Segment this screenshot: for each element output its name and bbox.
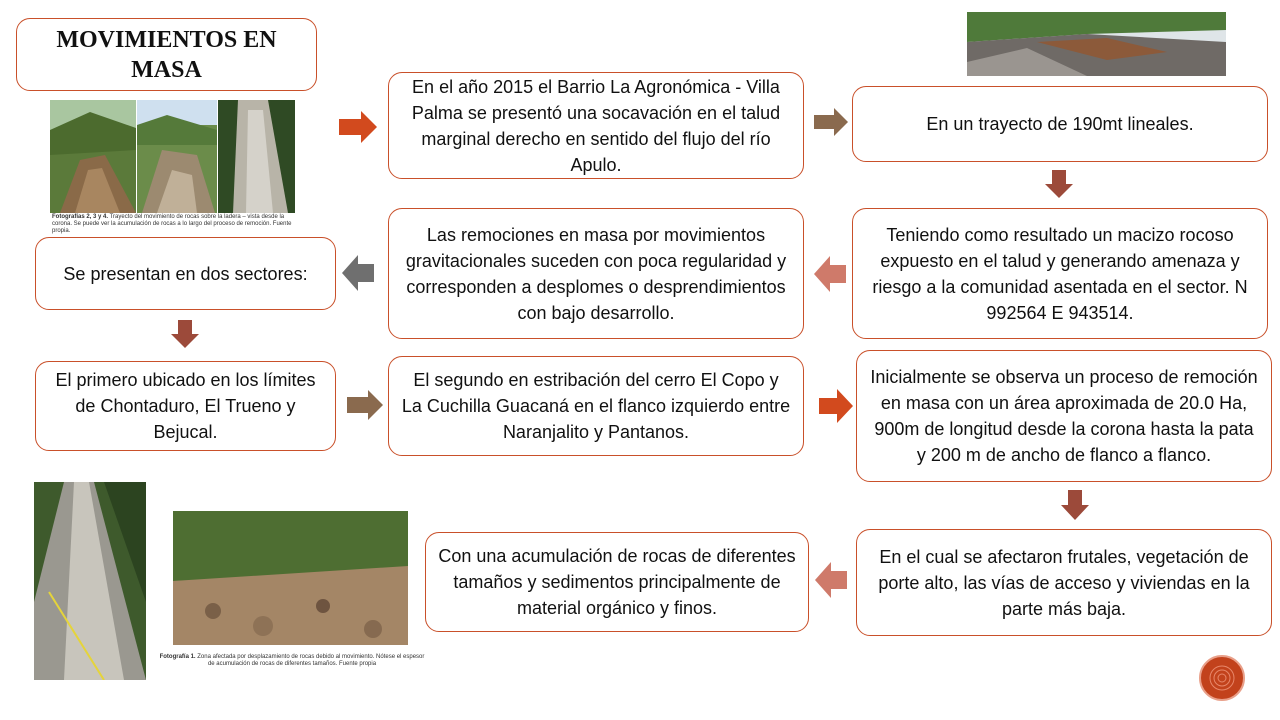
info-box-2015-socavacion xyxy=(388,72,804,179)
arrow-down-icon xyxy=(1045,170,1073,198)
arrow-right-icon xyxy=(819,389,853,423)
info-box-afectaron xyxy=(856,529,1272,636)
arrow-down-icon xyxy=(171,320,199,348)
info-box-acumulacion-text: Con una acumulación de rocas de diferentes tamaños y sedimentos principalmente de material orgánico y finos. xyxy=(438,546,796,618)
arrow-down-icon xyxy=(1061,490,1089,520)
arrow-left-icon xyxy=(342,255,374,291)
photo-rock-accumulation xyxy=(173,511,408,645)
photo-landslide-3 xyxy=(218,100,295,213)
info-box-2015-text: En el año 2015 el Barrio La Agronómica - Villa Palma se presentó una socavación en el talud marginal derecho en sentido del flujo del río Apulo. xyxy=(411,76,781,175)
info-box-trayecto-text: En un trayecto de 190mt lineales. xyxy=(926,114,1194,134)
info-box-resultado-text: Teniendo como resultado un macizo rocoso expuesto en el talud y generando amenaza y riesgo a la comunidad asentada en el sector. N 992564 E 943514. xyxy=(872,224,1248,323)
photo-road-damage xyxy=(967,12,1226,76)
slide-title-text: MOVIMIENTOS EN MASA xyxy=(56,26,277,83)
caption-bottom-bold: Fotografía 1. xyxy=(159,654,196,660)
info-box-afectaron-text: En el cual se afectaron frutales, vegetación de porte alto, las vías de acceso y viviendas en la parte más baja. xyxy=(878,546,1250,619)
info-box-primero xyxy=(35,361,336,451)
info-box-dos-sectores xyxy=(35,237,336,310)
info-box-remociones-text: Las remociones en masa por movimientos gravitacionales suceden con poca regularidad y corresponden a desplomes o desprendimientos con bajo desarrollo. xyxy=(405,224,787,323)
photo-caption-bottom xyxy=(158,654,426,668)
info-box-segundo-text: El segundo en estribación del cerro El Copo y La Cuchilla Guacaná en el flanco izquierdo entre Naranjalito y Pantanos. xyxy=(401,370,791,442)
photo-slope-road xyxy=(34,482,146,680)
photo-landslide-1 xyxy=(50,100,136,213)
caption-bottom-text: Zona afectada por desplazamiento de rocas debido al movimiento. Nótese el espesor de acumulación de rocas de diferentes tamaños. Fuente propia xyxy=(195,654,425,667)
arrow-left-icon xyxy=(815,562,847,598)
caption-top-bold: Fotografías 2, 3 y 4. xyxy=(52,214,109,220)
photo-caption-top xyxy=(52,214,296,235)
info-box-remociones xyxy=(388,208,804,339)
arrow-left-icon xyxy=(814,256,846,292)
caption-top-text: Trayecto del movimiento de rocas sobre la ladera – vista desde la corona. Se puede ver la acumulación de rocas a lo largo del proceso de remoción. Fuente propia. xyxy=(52,214,292,234)
info-box-segundo xyxy=(388,356,804,456)
info-box-resultado xyxy=(852,208,1268,339)
info-box-inicialmente-text: Inicialmente se observa un proceso de remoción en masa con un área aproximada de 20.0 Ha, 900m de longitud desde la corona hasta la pata y 200 m de ancho de flanco a flanco. xyxy=(870,367,1258,465)
arrow-right-icon xyxy=(339,111,377,143)
info-box-inicialmente xyxy=(856,350,1272,482)
info-box-trayecto xyxy=(852,86,1268,162)
arrow-right-icon xyxy=(347,390,383,420)
slide-title xyxy=(16,18,317,91)
photo-landslide-2 xyxy=(137,100,217,213)
next-slide-button[interactable] xyxy=(1199,655,1245,701)
info-box-acumulacion xyxy=(425,532,809,632)
info-box-primero-text: El primero ubicado en los límites de Chontaduro, El Trueno y Bejucal. xyxy=(55,370,316,442)
info-box-dos-sectores-text: Se presentan en dos sectores: xyxy=(63,263,308,284)
arrow-right-icon xyxy=(814,108,848,136)
nav-swirl-icon xyxy=(1207,663,1237,693)
